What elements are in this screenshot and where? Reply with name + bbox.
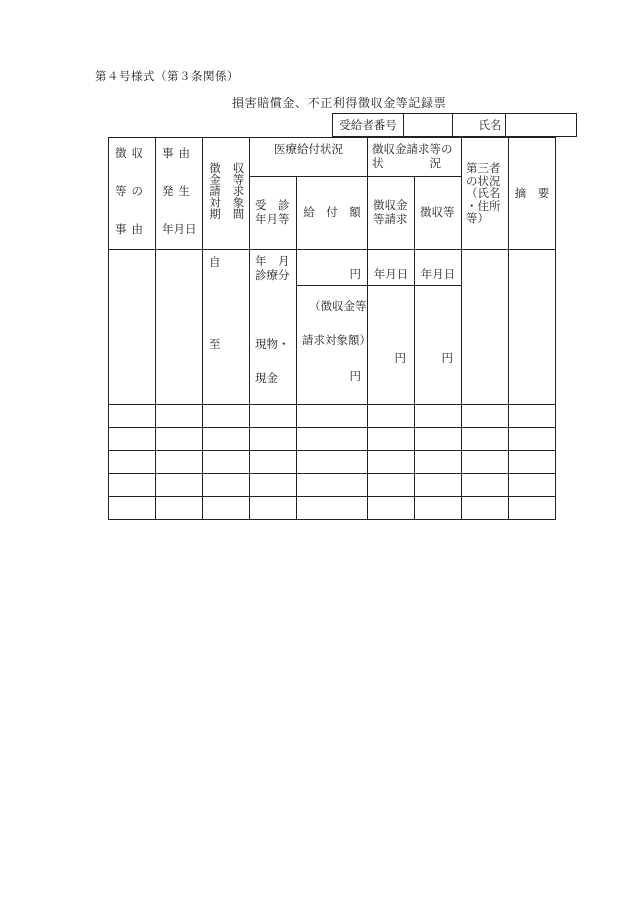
blank-cell[interactable] bbox=[109, 405, 156, 428]
cell-occurrence-1[interactable] bbox=[156, 250, 203, 405]
blank-cell[interactable] bbox=[250, 428, 297, 451]
table-row bbox=[109, 497, 556, 520]
blank-cell[interactable] bbox=[109, 428, 156, 451]
header-medical-benefit: 医療給付状況 bbox=[250, 138, 368, 177]
blank-cell[interactable] bbox=[368, 497, 415, 520]
blank-cell[interactable] bbox=[297, 474, 368, 497]
blank-cell[interactable] bbox=[297, 451, 368, 474]
header-collection: 徴収等 bbox=[415, 177, 462, 250]
record-table bbox=[108, 137, 556, 520]
cell-period-1[interactable] bbox=[203, 250, 250, 405]
recipient-number-label: 受給者番号 bbox=[333, 114, 404, 137]
cell-collect-date-1[interactable]: 年月日 bbox=[415, 250, 462, 286]
period-to-label: 至 bbox=[209, 337, 221, 351]
blank-cell[interactable] bbox=[203, 428, 250, 451]
blank-cell[interactable] bbox=[109, 497, 156, 520]
table-row bbox=[109, 428, 556, 451]
spacer-cell bbox=[453, 114, 476, 137]
blank-cell[interactable] bbox=[462, 497, 509, 520]
blank-cell[interactable] bbox=[368, 451, 415, 474]
header-reason: 徴 収 等 の 事 由 bbox=[109, 138, 156, 250]
form-number-label: 第４号様式（第３条関係） bbox=[95, 69, 239, 83]
blank-cell[interactable] bbox=[250, 451, 297, 474]
cell-benefit-1b[interactable]: （徴収金等 請求対象額） 円 bbox=[297, 286, 368, 405]
header-consult-month: 受 診 年月等 bbox=[250, 177, 297, 250]
cell-consult-1[interactable]: 年 月 診療分 現物・ 現金 bbox=[250, 250, 297, 405]
blank-cell[interactable] bbox=[415, 428, 462, 451]
form-title: 損害賠償金、不正利得徴収金等記録票 bbox=[232, 96, 447, 110]
cell-third-party-1[interactable] bbox=[462, 250, 509, 405]
header-collection-status: 徴収金請求等の 状 況 bbox=[368, 138, 462, 177]
cell-benefit-1a[interactable]: 円 bbox=[297, 250, 368, 286]
blank-cell[interactable] bbox=[415, 451, 462, 474]
blank-cell[interactable] bbox=[203, 474, 250, 497]
blank-cell[interactable] bbox=[109, 451, 156, 474]
id-strip bbox=[332, 113, 577, 137]
blank-cell[interactable] bbox=[368, 474, 415, 497]
header-third-party: 第三者 の状況 （氏名 ・住所 等） bbox=[462, 138, 509, 250]
cell-reason-1[interactable] bbox=[109, 250, 156, 405]
name-label: 氏名 bbox=[475, 114, 506, 137]
table-row bbox=[109, 405, 556, 428]
blank-cell[interactable] bbox=[297, 405, 368, 428]
recipient-number-value[interactable] bbox=[404, 114, 453, 137]
cell-claim-1b[interactable]: 円 bbox=[368, 286, 415, 405]
header-claim-period: 徴金請対期 収等求象間 bbox=[203, 138, 250, 250]
name-value[interactable] bbox=[506, 114, 577, 137]
cell-collect-1b[interactable]: 円 bbox=[415, 286, 462, 405]
blank-cell[interactable] bbox=[509, 451, 556, 474]
blank-cell[interactable] bbox=[156, 497, 203, 520]
blank-cell[interactable] bbox=[509, 497, 556, 520]
table-row bbox=[109, 451, 556, 474]
blank-cell[interactable] bbox=[203, 451, 250, 474]
header-occurrence-date: 事 由 発 生 年月日 bbox=[156, 138, 203, 250]
period-from-label: 自 bbox=[209, 255, 221, 269]
blank-cell[interactable] bbox=[203, 497, 250, 520]
blank-cell[interactable] bbox=[509, 428, 556, 451]
blank-cell[interactable] bbox=[415, 497, 462, 520]
blank-cell[interactable] bbox=[156, 405, 203, 428]
blank-cell[interactable] bbox=[250, 497, 297, 520]
table-row bbox=[109, 474, 556, 497]
blank-cell[interactable] bbox=[462, 428, 509, 451]
blank-cell[interactable] bbox=[156, 474, 203, 497]
blank-cell[interactable] bbox=[297, 428, 368, 451]
blank-cell[interactable] bbox=[156, 451, 203, 474]
cell-claim-date-1[interactable]: 年月日 bbox=[368, 250, 415, 286]
blank-cell[interactable] bbox=[509, 405, 556, 428]
blank-cell[interactable] bbox=[415, 405, 462, 428]
header-benefit-amount: 給 付 額 bbox=[297, 177, 368, 250]
blank-cell[interactable] bbox=[415, 474, 462, 497]
blank-cell[interactable] bbox=[297, 497, 368, 520]
blank-cell[interactable] bbox=[109, 474, 156, 497]
blank-cell[interactable] bbox=[368, 428, 415, 451]
blank-cell[interactable] bbox=[509, 474, 556, 497]
blank-cell[interactable] bbox=[462, 451, 509, 474]
blank-cell[interactable] bbox=[368, 405, 415, 428]
blank-cell[interactable] bbox=[203, 405, 250, 428]
blank-cell[interactable] bbox=[462, 474, 509, 497]
cell-remarks-1[interactable] bbox=[509, 250, 556, 405]
blank-cell[interactable] bbox=[250, 474, 297, 497]
blank-cell[interactable] bbox=[462, 405, 509, 428]
blank-cell[interactable] bbox=[250, 405, 297, 428]
header-claim: 徴収金 等請求 bbox=[368, 177, 415, 250]
header-remarks: 摘 要 bbox=[509, 138, 556, 250]
blank-cell[interactable] bbox=[156, 428, 203, 451]
